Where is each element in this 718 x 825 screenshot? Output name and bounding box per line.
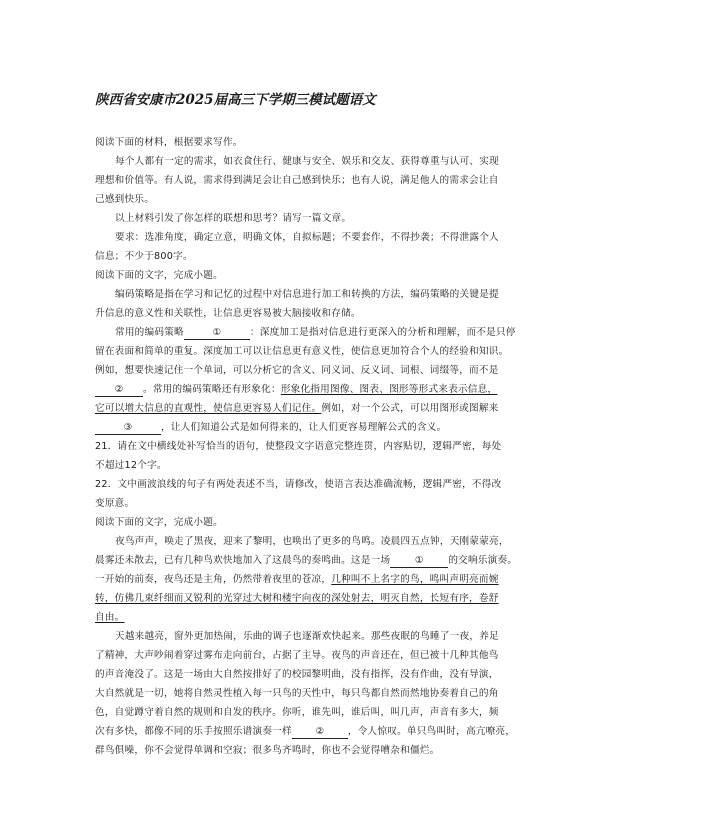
text-segment: 阅读下面的材料，根据要求写作。 (95, 137, 243, 148)
text-segment: 一开始的前奏，夜鸟还是主角，仍然带着夜里的苍凉， (95, 574, 332, 585)
answer-blank: ② (292, 726, 348, 739)
text-segment: 22．文中画波浪线的句子有两处表述不当，请修改，使语言表达准确流畅，逻辑严密，不得改 (95, 479, 502, 490)
text-segment: 夜鸟声声，唤走了黑夜，迎来了黎明，也唤出了更多的鸟鸣。凌晨四五点钟，天刚蒙蒙亮， (115, 536, 509, 547)
text-segment: 信息；不少于800字。 (95, 251, 193, 262)
text-segment: 不超过12个字。 (95, 460, 167, 471)
text-line (95, 422, 446, 435)
marked-sentence: 它可以增大信息的直观性，使信息更容易人们记住。 (95, 403, 322, 414)
text-segment: 例如，想要快速记住一个单词，可以分析它的含义、同义词、反义词、词根、词缀等，而不是 (95, 365, 499, 376)
text-line (95, 745, 440, 757)
text-line (115, 289, 499, 301)
text-segment: 天越来越亮，窗外更加热闹，乐曲的调子也逐渐欢快起来。那些夜眠的鸟睡了一夜，养足 (115, 631, 499, 642)
text-line (115, 327, 516, 340)
text-segment: 编码策略是指在学习和记忆的过程中对信息进行加工和转换的方法，编码策略的关键是提 (115, 289, 499, 300)
text-segment: 常用的编码策略 (115, 327, 184, 338)
text-line (115, 213, 351, 225)
text-line (95, 251, 193, 263)
text-line (115, 631, 499, 643)
text-line (95, 137, 243, 149)
text-segment: 。常用的编码策略还有形象化： (143, 384, 281, 395)
text-segment: 21．请在文中横线处补写恰当的语句，使整段文字语意完整连贯，内容贴切，逻辑严密，每处 (95, 441, 502, 452)
text-segment: 晨雾还未散去，已有几种鸟欢快地加入了这晨鸟的奏鸣曲。这是一场 (95, 555, 391, 566)
text-line (95, 517, 223, 529)
text-line (95, 441, 501, 453)
text-segment: ，令人惊叹。单只鸟叫时，高亢嘹亮， (347, 726, 516, 737)
text-segment: 色，自觉蹲守着自然的规则和自发的秩序。你听，谁先叫，谁后叫，叫几声，声音有多大，频 (95, 707, 499, 718)
text-line (95, 270, 223, 282)
answer-blank: ② (95, 384, 143, 397)
text-segment: 每个人都有一定的需求，如衣食住行、健康与安全、娱乐和交友、获得尊重与认可、实现 (115, 156, 499, 167)
text-segment: 变原意。 (95, 498, 135, 509)
text-line (115, 536, 509, 548)
text-line (115, 156, 499, 168)
text-segment: 理想和价值等。有人说，需求得到满足会让自己感到快乐；也有人说，满足他人的需求会让自 (95, 175, 499, 186)
text-line (95, 593, 499, 605)
marked-sentence: 转，仿佛几束纤细而又锐利的光穿过大树和楼宇向夜的深处射去，明灭自然，长短有序，卷舒 (95, 593, 499, 604)
marked-sentence: 几种叫不上名字的鸟，鸣叫声明亮而婉 (331, 574, 499, 585)
text-line (95, 726, 515, 739)
text-segment: ：深度加工是指对信息进行更深入的分析和理解，而不是只停 (249, 327, 516, 338)
text-segment: 的交响乐演奏。 (448, 555, 518, 566)
text-line (95, 403, 499, 415)
text-segment: 的声音淹没了。这是一场由大自然按排好了的校园黎明曲，没有指挥，没有作曲，没有导演， (95, 669, 499, 680)
text-segment: 阅读下面的文字，完成小题。 (95, 270, 223, 281)
text-line (95, 308, 361, 320)
text-segment: 阅读下面的文字，完成小题。 (95, 517, 223, 528)
text-segment: 了精神，大声吵闹着穿过雾布走向前台，占据了主导。夜鸟的声音还在，但已被十几种其他鸟 (95, 650, 499, 661)
text-segment: 留在表面和简单的重复。深度加工可以让信息更有意义性，使信息更加符合个人的经验和知识。 (95, 346, 509, 357)
text-segment: 大自然就是一切，她将自然灵性植入每一只鸟的天性中，每只鸟都自然而然地协奏着自己的角 (95, 688, 499, 699)
text-line (95, 460, 167, 472)
text-segment: 己感到快乐。 (95, 194, 155, 205)
text-line (95, 365, 499, 377)
marked-sentence: 自由。 (95, 612, 125, 623)
text-line (95, 175, 499, 187)
text-line (95, 498, 134, 510)
answer-blank: ③ (95, 422, 161, 435)
text-line (95, 669, 499, 681)
text-line (115, 232, 499, 244)
document-title: 陕西省安康市2025届高三下学期三模试题语文 (95, 92, 376, 108)
text-segment: 例如，对一个公式，可以用图形或图解来 (321, 403, 499, 414)
text-segment: ，让人们知道公式是如何得来的，让人们更容易理解公式的含义。 (161, 422, 447, 433)
text-line (95, 555, 517, 568)
answer-blank: ① (184, 327, 250, 340)
text-line (95, 194, 154, 206)
text-line (95, 612, 125, 624)
text-line (95, 346, 508, 358)
text-segment: 升信息的意义性和关联性，让信息更容易被大脑接收和存储。 (95, 308, 361, 319)
text-line (95, 707, 499, 719)
text-line (95, 688, 499, 700)
text-line (95, 650, 499, 662)
text-segment: 群鸟俱噪，你不会觉得单调和空寂；很多鸟齐鸣时，你也不会觉得嘈杂和僵烂。 (95, 745, 440, 756)
text-segment: 要求：选准角度，确定立意，明确文体，自拟标题；不要套作，不得抄袭；不得泄露个人 (115, 232, 499, 243)
text-segment: 次有多快，都像不同的乐手按照乐谱演奏一样 (95, 726, 292, 737)
text-segment: 以上材料引发了你怎样的联想和思考？请写一篇文章。 (115, 213, 352, 224)
text-line (95, 479, 501, 491)
text-line (95, 574, 499, 586)
answer-blank: ① (390, 555, 448, 568)
text-line (95, 384, 497, 397)
marked-sentence: 形象化指用图像、图表、图形等形式来表示信息， (280, 384, 498, 395)
